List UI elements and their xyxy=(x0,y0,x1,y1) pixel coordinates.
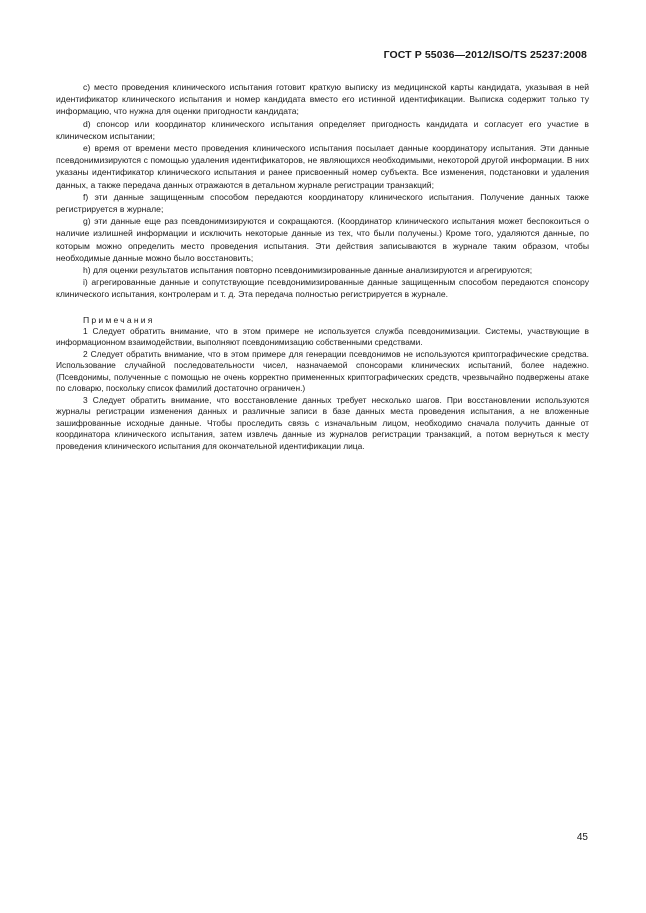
list-item-e: e) время от времени место проведения клинического испытания посылает данные координатору испытания. Эти данные псевдонимизируются с помощью удаления идентификаторов, не являющихся необходимыми, некоторой другой информации. В них указаны идентификатор клинического испытания и ранее присвоенный номер субъекта. Все изменения, подстановки и удаления данных, а также передача данных отражаются в детальном журнале регистрации транзакций; xyxy=(56,143,589,190)
list-item-c: c) место проведения клинического испытания готовит краткую выписку из медицинской карты кандидата, указывая в ней идентификатор клинического испытания и номер кандидата вместо его истинной идентификации. Выписка содержит только ту информацию, что нужна для оценки пригодности кандидата; xyxy=(56,82,589,117)
list-item-f: f) эти данные защищенным способом передаются координатору клинического испытания. Получение данных также регистрируется в журнале; xyxy=(56,191,589,215)
document-header xyxy=(384,49,587,61)
note-2: 2 Следует обратить внимание, что в этом примере для генерации псевдонимов не используются криптографические средства. Использование случайной последовательности чисел, назначаемой спонсорами клинических испытаний, более надежно. (Псевдонимы, полученные с помощью не очень корректно примененных криптографических средств, чрезвычайно подвержены атаке по словарю, поскольку список фамилий достаточно ограничен.) xyxy=(56,348,589,394)
note-1: 1 Следует обратить внимание, что в этом примере не используется служба псевдонимизации. Системы, участвующие в информационном взаимодействии, выполняют псевдонимизацию собственными средствами. xyxy=(56,325,589,348)
standard-id: ГОСТ Р 55036—2012/ISO/TS 25237:2008 xyxy=(383,49,587,61)
page-number: 45 xyxy=(576,832,588,843)
page-content xyxy=(56,81,589,452)
note-3: 3 Следует обратить внимание, что восстановление данных требует несколько шагов. При восстановлении используются журналы регистрации изменения данных и различные записи в базе данных места проведения испытания, а не вложенные зашифрованные исходные данные. Чтобы проследить связь с изначальным лицом, необходимо сначала получить данные от координатора клинического испытания, затем извлечь данные из журналов регистрации транзакций, а потом вернуться к месту проведения клинического испытания для окончательной идентификации лица. xyxy=(56,394,589,451)
list-item-h: h) для оценки результатов испытания повторно псевдонимизированные данные анализируются и агрегируются; xyxy=(83,265,533,276)
list-item-g: g) эти данные еще раз псевдонимизируются и сокращаются. (Координатор клинического испытания может беспокоиться о наличие излишней информации и исключить некоторые данные из тех, что были получены.) Кроме того, удаляются данные, по которым можно определить место проведения испытания. Эти действия записываются в журнале таким образом, чтобы необходимые данные можно было восстановить; xyxy=(56,216,589,263)
list-item-i: i) агрегированные данные и сопутствующие псевдонимизированные данные защищенным способом передаются спонсору клинического испытания, контролерам и т. д. Эта передача полностью регистрируется в журнале. xyxy=(56,277,589,300)
list-item-d: d) спонсор или координатор клинического испытания определяет пригодность кандидата и согласует его участие в клиническом испытании; xyxy=(56,118,589,141)
notes-title: Примечания xyxy=(83,314,155,325)
